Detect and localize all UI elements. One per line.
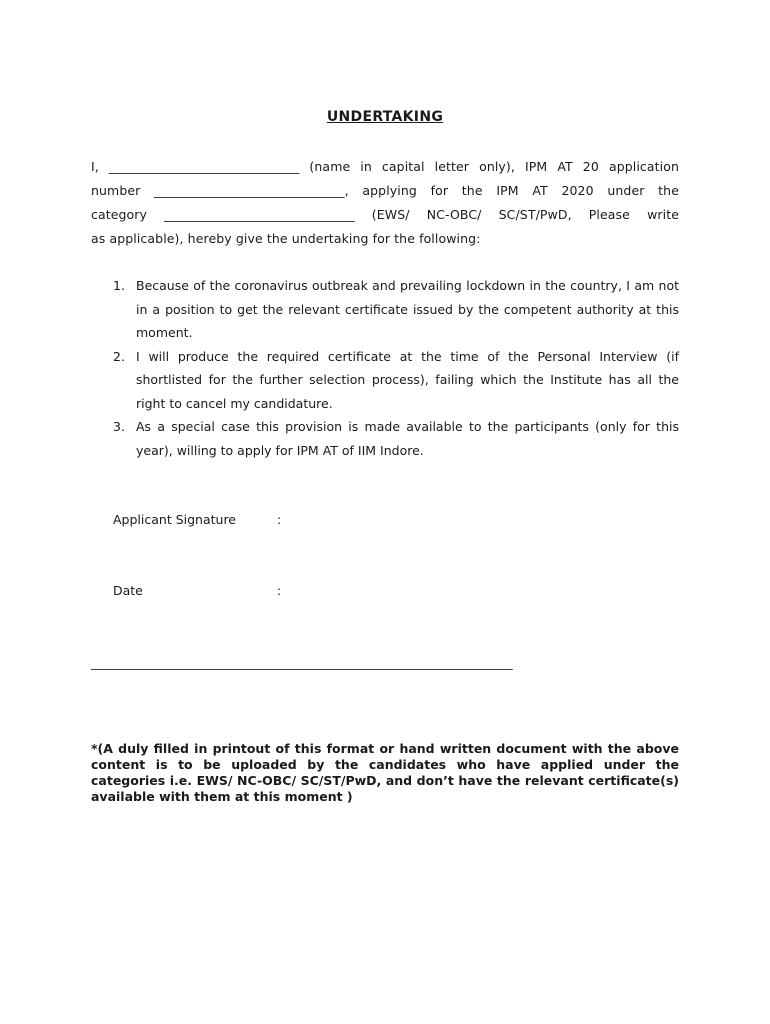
date-field xyxy=(113,583,281,598)
list-item-text: I will produce the required certificate at the time of the Personal Interview (if shortlisted for the further selection process), failing which the Institute has all the right to cancel my candidature. xyxy=(136,348,679,411)
signature-colon: : xyxy=(276,512,282,527)
list-item-number: 1. xyxy=(113,278,125,293)
intro-line: number ______________________________, applying for the IPM AT 2020 under the xyxy=(91,183,679,198)
document-title: UNDERTAKING xyxy=(326,109,444,125)
list-item-number: 3. xyxy=(113,419,125,434)
list-item xyxy=(113,415,679,462)
footnote: *(A duly filled in printout of this format or hand written document with the above content is to be uploaded by the candidates who have applied under the categories i.e. EWS/ NC-OBC/ SC/ST/PwD, and don’t have the relevant certificate(s) available with them at this moment ) xyxy=(91,741,679,804)
list-item xyxy=(113,274,679,345)
date-label: Date xyxy=(113,583,143,598)
signature-label: Applicant Signature xyxy=(113,512,236,527)
intro-line: I, ______________________________ (name in capital letter only), IPM AT 20 application xyxy=(91,159,679,174)
intro-line: as applicable), hereby give the undertaking for the following: xyxy=(91,231,481,246)
list-item-text: As a special case this provision is made available to the participants (only for this year), willing to apply for IPM AT of IIM Indore. xyxy=(136,419,679,458)
intro-paragraph xyxy=(91,155,679,251)
signature-field xyxy=(113,512,281,527)
divider-line: ________________________________________________________________________ xyxy=(91,655,513,670)
intro-line: category ______________________________ (EWS/ NC-OBC/ SC/ST/PwD, Please write xyxy=(91,207,679,222)
undertaking-list xyxy=(113,274,679,462)
list-item xyxy=(113,345,679,416)
date-colon: : xyxy=(276,583,282,598)
list-item-text: Because of the coronavirus outbreak and prevailing lockdown in the country, I am not in a position to get the relevant certificate issued by the competent authority at this moment. xyxy=(136,278,679,340)
list-item-number: 2. xyxy=(113,348,125,364)
